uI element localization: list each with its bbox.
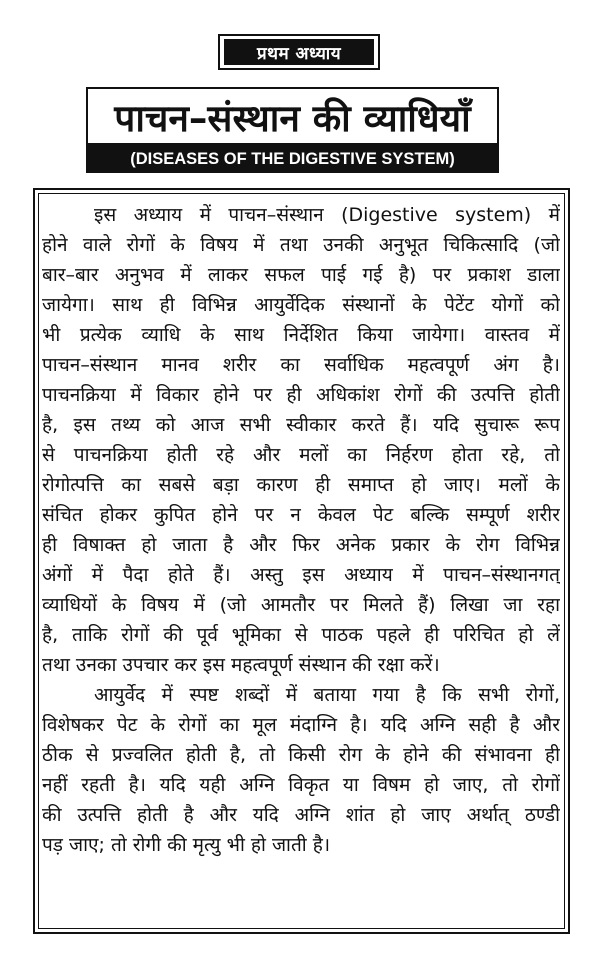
text-line: व्याधियों के विषय में (जो आमतौर पर मिलते हैं) लिखा जा रहा	[42, 594, 560, 616]
chapter-label-box	[218, 34, 380, 70]
text-line: नहीं रहती है। यदि यही अग्नि विकृत या विषम हो जाए, तो रोगों	[42, 774, 560, 796]
text-line: इस अध्याय में पाचन–संस्थान (Digestive system) में	[94, 204, 560, 226]
page-subtitle: (DISEASES OF THE DIGESTIVE SYSTEM)	[86, 145, 499, 173]
text-line: आयुर्वेद में स्पष्ट शब्दों में बताया गया है कि सभी रोगों,	[94, 684, 560, 706]
text-line: पाचन–संस्थान मानव शरीर का सर्वाधिक महत्वपूर्ण अंग है।	[42, 354, 560, 376]
chapter-label: प्रथम अध्याय	[224, 39, 374, 65]
text-line: पड़ जाए; तो रोगी की मृत्यु भी हो जाती है।	[42, 834, 331, 856]
page-title: पाचन–संस्थान की व्याधियाँ	[114, 96, 471, 140]
text-line: संचित होकर कुपित होने पर न केवल पेट बल्कि सम्पूर्ण शरीर	[42, 504, 560, 526]
title-box	[86, 87, 499, 145]
text-line: होने वाले रोगों के विषय में तथा उनकी अनुभूत चिकित्सादि (जो	[42, 234, 560, 256]
text-line: जायेगा। साथ ही विभिन्न आयुर्वेदिक संस्थानों के पेटेंट योगों को	[42, 294, 560, 316]
paragraph-1	[42, 200, 560, 680]
text-line: रोगोत्पत्ति का सबसे बड़ा कारण ही समाप्त हो जाए। मलों के	[42, 474, 560, 496]
text-line: की उत्पत्ति होती है और यदि अग्नि शांत हो जाए अर्थात् ठण्डी	[42, 804, 560, 826]
text-line: तथा उनका उपचार कर इस महत्वपूर्ण संस्थान की रक्षा करें।	[42, 654, 440, 676]
text-line: ही विषाक्त हो जाता है और फिर अनेक प्रकार के रोग विभिन्न	[42, 534, 560, 556]
text-line: से पाचनक्रिया होती रहे और मलों का निर्हरण होता रहे, तो	[42, 444, 560, 466]
text-line: पाचनक्रिया में विकार होने पर ही अधिकांश रोगों की उत्पत्ति होती	[42, 384, 560, 406]
text-line: भी प्रत्येक व्याधि के साथ निर्देशित किया जायेगा। वास्तव में	[42, 324, 560, 346]
text-line: विशेषकर पेट के रोगों का मूल मंदाग्नि है। यदि अग्नि सही है और	[42, 714, 560, 736]
content-body	[42, 200, 560, 860]
text-line: ठीक से प्रज्वलित होती है, तो किसी रोग के होने की संभावना ही	[42, 744, 560, 766]
text-line: अंगों में पैदा होते हैं। अस्तु इस अध्याय में पाचन–संस्थानगत्	[42, 564, 560, 586]
text-line: है, इस तथ्य को आज सभी स्वीकार करते हैं। यदि सुचारू रूप	[42, 414, 560, 436]
paragraph-2	[42, 680, 560, 860]
text-line: है, ताकि रोगों की पूर्व भूमिका से पाठक पहले ही परिचित हो लें	[42, 624, 560, 646]
text-line: बार–बार अनुभव में लाकर सफल पाई गई है) पर प्रकाश डाला	[42, 264, 560, 286]
